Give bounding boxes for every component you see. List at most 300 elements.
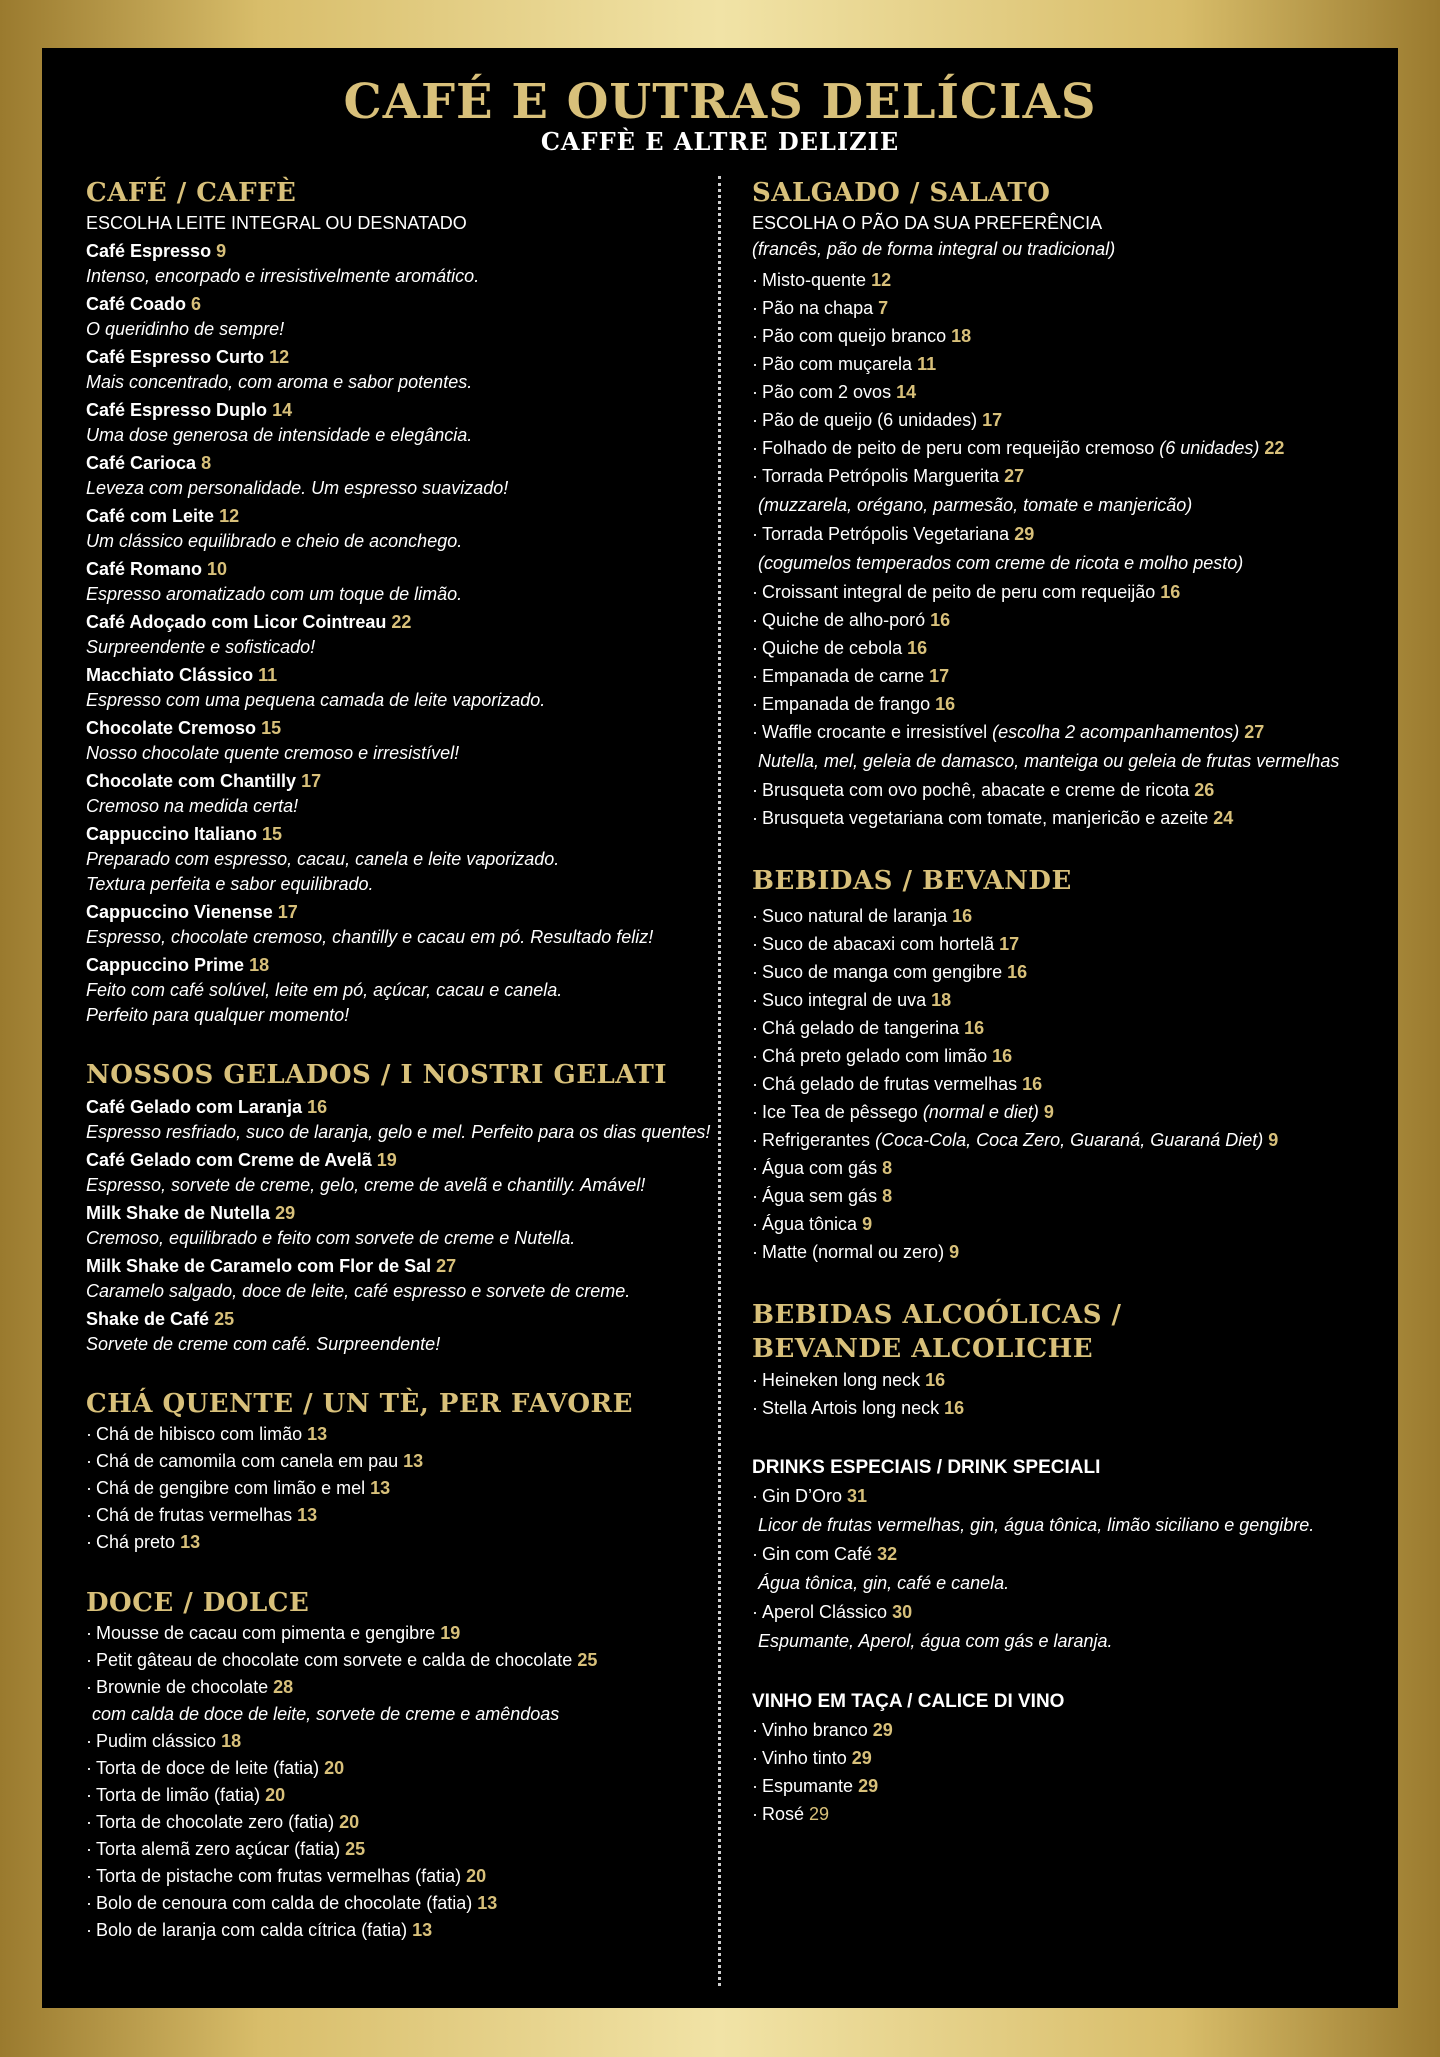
alcool-list bbox=[752, 1366, 1372, 1422]
list-item bbox=[752, 1482, 1372, 1510]
bullet-icon: · bbox=[752, 382, 758, 402]
list-item bbox=[752, 462, 1372, 490]
item-description: Espresso com uma pequena camada de leite vaporizado. bbox=[86, 690, 546, 710]
item-price: 13 bbox=[307, 1424, 328, 1444]
list-item bbox=[752, 718, 1372, 746]
item-price: 27 bbox=[436, 1256, 457, 1276]
item-name: Brownie de chocolate bbox=[96, 1677, 269, 1697]
item-description: Mais concentrado, com aroma e sabor potentes. bbox=[86, 372, 473, 392]
cafe-list bbox=[86, 239, 726, 1028]
item-name: Misto-quente bbox=[762, 270, 867, 290]
item-name: Café Gelado com Creme de Avelã bbox=[86, 1150, 372, 1170]
section-title-alcool-1: BEBIDAS ALCOÓLICAS / bbox=[752, 1300, 1122, 1330]
item-name: Suco natural de laranja bbox=[762, 906, 948, 926]
item-price: 22 bbox=[1264, 438, 1285, 458]
item-description: Intenso, encorpado e irresistivelmente aromático. bbox=[86, 266, 480, 286]
bullet-icon: · bbox=[752, 1214, 758, 1234]
item-name: Suco de abacaxi com hortelã bbox=[762, 934, 995, 954]
page-title: CAFÉ E OUTRAS DELÍCIAS bbox=[343, 74, 1097, 130]
item-price: 9 bbox=[862, 1214, 873, 1234]
item-price: 15 bbox=[261, 718, 282, 738]
menu-panel bbox=[42, 48, 1398, 2008]
item-price: 13 bbox=[180, 1532, 201, 1552]
item-name: Café Romano bbox=[86, 559, 203, 579]
bullet-icon: · bbox=[752, 906, 758, 926]
menu-item bbox=[86, 557, 726, 607]
bullet-icon: · bbox=[752, 1776, 758, 1796]
item-description: Espresso, chocolate cremoso, chantilly e cacau em pó. Resultado feliz! bbox=[86, 927, 654, 947]
item-price: 16 bbox=[1007, 962, 1028, 982]
item-note: (6 unidades) bbox=[1159, 438, 1260, 458]
bullet-icon: · bbox=[86, 1532, 92, 1552]
item-name: Empanada de frango bbox=[762, 694, 931, 714]
item-price: 29 bbox=[851, 1748, 872, 1768]
item-note: (Coca-Cola, Coca Zero, Guaraná, Guaraná Diet) bbox=[875, 1130, 1264, 1150]
item-sub-description: com calda de doce de leite, sorvete de creme e amêndoas bbox=[92, 1704, 560, 1724]
menu-item bbox=[86, 953, 726, 1028]
item-name: Café Espresso Duplo bbox=[86, 400, 268, 420]
bullet-icon: · bbox=[752, 1158, 758, 1178]
item-sub-description: Nutella, mel, geleia de damasco, manteiga ou geleia de frutas vermelhas bbox=[758, 751, 1340, 771]
item-name: Ice Tea de pêssego bbox=[762, 1102, 918, 1122]
section-title-salgado: SALGADO / SALATO bbox=[752, 178, 1051, 208]
item-price: 29 bbox=[809, 1804, 830, 1824]
item-name: Torta de chocolate zero (fatia) bbox=[96, 1812, 335, 1832]
item-name: Matte (normal ou zero) bbox=[762, 1242, 945, 1262]
right-column bbox=[752, 176, 1372, 1828]
bullet-icon: · bbox=[752, 694, 758, 714]
item-name: Mousse de cacau com pimenta e gengibre bbox=[96, 1623, 436, 1643]
item-price: 18 bbox=[931, 990, 952, 1010]
item-price: 14 bbox=[896, 382, 917, 402]
item-name: Macchiato Clássico bbox=[86, 665, 254, 685]
item-sub-description: Água tônica, gin, café e canela. bbox=[758, 1573, 1010, 1593]
item-price: 16 bbox=[1022, 1074, 1043, 1094]
cha-list bbox=[86, 1421, 726, 1556]
section-title-bebidas: BEBIDAS / BEVANDE bbox=[752, 866, 1072, 896]
item-name: Café Coado bbox=[86, 294, 187, 314]
bullet-icon: · bbox=[86, 1812, 92, 1832]
item-name: Água com gás bbox=[762, 1158, 878, 1178]
list-item bbox=[752, 1800, 1372, 1828]
bullet-icon: · bbox=[752, 410, 758, 430]
item-name: Pão com 2 ovos bbox=[762, 382, 892, 402]
item-price: 20 bbox=[324, 1758, 345, 1778]
menu-item bbox=[86, 610, 726, 660]
item-description: O queridinho de sempre! bbox=[86, 319, 285, 339]
item-price: 12 bbox=[269, 347, 290, 367]
item-price: 13 bbox=[297, 1505, 318, 1525]
item-name: Chá de camomila com canela em pau bbox=[96, 1451, 399, 1471]
item-price: 31 bbox=[847, 1486, 868, 1506]
list-item bbox=[752, 1366, 1372, 1394]
list-item bbox=[86, 1755, 726, 1782]
menu-item bbox=[86, 716, 726, 766]
item-name: Chá gelado de frutas vermelhas bbox=[762, 1074, 1018, 1094]
item-price: 16 bbox=[1160, 582, 1181, 602]
bullet-icon: · bbox=[752, 1242, 758, 1262]
item-price: 18 bbox=[951, 326, 972, 346]
bullet-icon: · bbox=[752, 466, 758, 486]
item-description: Sorvete de creme com café. Surpreendente! bbox=[86, 1334, 441, 1354]
menu-item bbox=[86, 504, 726, 554]
item-name: Rosé bbox=[762, 1804, 805, 1824]
bullet-icon: · bbox=[752, 524, 758, 544]
bullet-icon: · bbox=[752, 1748, 758, 1768]
item-description: Um clássico equilibrado e cheio de aconchego. bbox=[86, 531, 463, 551]
item-name: Milk Shake de Nutella bbox=[86, 1203, 271, 1223]
bullet-icon: · bbox=[86, 1731, 92, 1751]
list-item bbox=[752, 986, 1372, 1014]
item-price: 6 bbox=[191, 294, 202, 314]
section-title-drinks: DRINKS ESPECIAIS / DRINK SPECIALI bbox=[752, 1457, 1101, 1478]
item-price: 28 bbox=[273, 1677, 294, 1697]
list-item bbox=[752, 930, 1372, 958]
bullet-icon: · bbox=[752, 1544, 758, 1564]
item-name: Waffle crocante e irresistível bbox=[762, 722, 988, 742]
salgado-list bbox=[752, 266, 1372, 832]
item-name: Vinho tinto bbox=[762, 1748, 847, 1768]
item-name: Torrada Petrópolis Vegetariana bbox=[762, 524, 1010, 544]
list-item bbox=[86, 1475, 726, 1502]
bullet-icon: · bbox=[86, 1866, 92, 1886]
item-name: Aperol Clássico bbox=[762, 1602, 888, 1622]
item-price: 9 bbox=[1268, 1130, 1279, 1150]
item-price: 13 bbox=[403, 1451, 424, 1471]
item-name: Cappuccino Vienense bbox=[86, 902, 273, 922]
item-price: 26 bbox=[1194, 780, 1215, 800]
item-price: 25 bbox=[214, 1309, 235, 1329]
item-price: 7 bbox=[878, 298, 889, 318]
item-description: Feito com café solúvel, leite em pó, açúcar, cacau e canela. bbox=[86, 980, 563, 1000]
item-name: Pão de queijo (6 unidades) bbox=[762, 410, 978, 430]
item-sub-description: (cogumelos temperados com creme de ricota e molho pesto) bbox=[758, 553, 1244, 573]
list-item bbox=[752, 776, 1372, 804]
bullet-icon: · bbox=[86, 1758, 92, 1778]
item-price: 12 bbox=[219, 506, 240, 526]
item-price: 16 bbox=[944, 1398, 965, 1418]
bullet-icon: · bbox=[752, 1804, 758, 1824]
item-name: Café Adoçado com Licor Cointreau bbox=[86, 612, 387, 632]
bullet-icon: · bbox=[86, 1650, 92, 1670]
section-title-vinho: VINHO EM TAÇA / CALICE DI VINO bbox=[752, 1691, 1065, 1712]
menu-item bbox=[86, 1148, 726, 1198]
list-item bbox=[752, 804, 1372, 832]
item-sub-description: Espumante, Aperol, água com gás e laranja. bbox=[758, 1631, 1113, 1651]
item-description: Espresso, sorvete de creme, gelo, creme de avelã e chantilly. Amável! bbox=[86, 1175, 646, 1195]
item-name: Chocolate Cremoso bbox=[86, 718, 257, 738]
item-price: 12 bbox=[871, 270, 892, 290]
item-price: 11 bbox=[258, 665, 278, 685]
item-name: Pão com queijo branco bbox=[762, 326, 947, 346]
item-name: Brusqueta vegetariana com tomate, manjericão e azeite bbox=[762, 808, 1209, 828]
bullet-icon: · bbox=[752, 1486, 758, 1506]
item-name: Chá de hibisco com limão bbox=[96, 1424, 303, 1444]
item-price: 13 bbox=[477, 1893, 498, 1913]
menu-item bbox=[86, 345, 726, 395]
list-item bbox=[752, 578, 1372, 606]
bullet-icon: · bbox=[86, 1785, 92, 1805]
item-price: 13 bbox=[370, 1478, 391, 1498]
item-note: (escolha 2 acompanhamentos) bbox=[992, 722, 1240, 742]
list-item bbox=[752, 1042, 1372, 1070]
list-item bbox=[752, 1598, 1372, 1626]
bullet-icon: · bbox=[752, 1602, 758, 1622]
list-item bbox=[752, 1744, 1372, 1772]
bullet-icon: · bbox=[752, 934, 758, 954]
section-title-cafe: CAFÉ / CAFFÈ bbox=[86, 178, 297, 208]
item-description: Perfeito para qualquer momento! bbox=[86, 1005, 350, 1025]
item-name: Suco integral de uva bbox=[762, 990, 927, 1010]
bullet-icon: · bbox=[752, 638, 758, 658]
list-item bbox=[752, 1394, 1372, 1422]
list-item bbox=[752, 322, 1372, 350]
item-price: 8 bbox=[201, 453, 212, 473]
item-name: Pão com muçarela bbox=[762, 354, 913, 374]
bullet-icon: · bbox=[752, 298, 758, 318]
salgado-note: ESCOLHA O PÃO DA SUA PREFERÊNCIA bbox=[752, 213, 1103, 233]
item-description: Textura perfeita e sabor equilibrado. bbox=[86, 874, 374, 894]
list-item bbox=[752, 1210, 1372, 1238]
item-name: Shake de Café bbox=[86, 1309, 210, 1329]
item-price: 25 bbox=[345, 1839, 366, 1859]
list-item bbox=[86, 1809, 726, 1836]
list-item bbox=[752, 1098, 1372, 1126]
list-item bbox=[752, 1238, 1372, 1266]
item-name: Bolo de cenoura com calda de chocolate (fatia) bbox=[96, 1893, 473, 1913]
item-price: 18 bbox=[221, 1731, 242, 1751]
item-price: 29 bbox=[858, 1776, 879, 1796]
bullet-icon: · bbox=[86, 1505, 92, 1525]
item-name: Café Carioca bbox=[86, 453, 197, 473]
item-price: 20 bbox=[339, 1812, 360, 1832]
item-price: 16 bbox=[907, 638, 928, 658]
item-price: 20 bbox=[265, 1785, 286, 1805]
list-item bbox=[752, 1182, 1372, 1210]
item-description: Nosso chocolate quente cremoso e irresistível! bbox=[86, 743, 460, 763]
item-price: 16 bbox=[925, 1370, 946, 1390]
bullet-icon: · bbox=[86, 1839, 92, 1859]
section-title-gelados: NOSSOS GELADOS / I NOSTRI GELATI bbox=[86, 1060, 668, 1090]
item-name: Chocolate com Chantilly bbox=[86, 771, 297, 791]
bullet-icon: · bbox=[86, 1451, 92, 1471]
list-item bbox=[752, 1772, 1372, 1800]
item-price: 16 bbox=[992, 1046, 1013, 1066]
item-name: Torrada Petrópolis Marguerita bbox=[762, 466, 1000, 486]
item-price: 27 bbox=[1004, 466, 1025, 486]
item-name: Café Gelado com Laranja bbox=[86, 1097, 303, 1117]
item-name: Café Espresso Curto bbox=[86, 347, 265, 367]
list-item bbox=[86, 1782, 726, 1809]
list-item bbox=[86, 1647, 726, 1674]
bullet-icon: · bbox=[752, 610, 758, 630]
list-item bbox=[86, 1836, 726, 1863]
item-name: Café Espresso bbox=[86, 241, 212, 261]
bullet-icon: · bbox=[752, 270, 758, 290]
item-name: Stella Artois long neck bbox=[762, 1398, 940, 1418]
item-description: Espresso aromatizado com um toque de limão. bbox=[86, 584, 463, 604]
item-name: Café com Leite bbox=[86, 506, 215, 526]
bullet-icon: · bbox=[752, 780, 758, 800]
bullet-icon: · bbox=[752, 1186, 758, 1206]
list-item bbox=[752, 266, 1372, 294]
item-price: 22 bbox=[391, 612, 412, 632]
item-name: Brusqueta com ovo pochê, abacate e creme de ricota bbox=[762, 780, 1190, 800]
bullet-icon: · bbox=[752, 808, 758, 828]
bullet-icon: · bbox=[752, 1398, 758, 1418]
item-name: Quiche de cebola bbox=[762, 638, 903, 658]
item-price: 24 bbox=[1213, 808, 1234, 828]
item-price: 9 bbox=[949, 1242, 960, 1262]
menu-item bbox=[86, 822, 726, 897]
left-column bbox=[86, 176, 726, 1944]
bullet-icon: · bbox=[752, 582, 758, 602]
list-item bbox=[86, 1890, 726, 1917]
list-item bbox=[752, 958, 1372, 986]
bullet-icon: · bbox=[86, 1677, 92, 1697]
item-name: Espumante bbox=[762, 1776, 854, 1796]
drinks-list bbox=[752, 1482, 1372, 1656]
item-price: 15 bbox=[262, 824, 283, 844]
menu-item bbox=[86, 1201, 726, 1251]
item-name: Milk Shake de Caramelo com Flor de Sal bbox=[86, 1256, 432, 1276]
item-sub-description: (muzzarela, orégano, parmesão, tomate e manjericão) bbox=[758, 495, 1193, 515]
bullet-icon: · bbox=[752, 1720, 758, 1740]
item-price: 16 bbox=[307, 1097, 328, 1117]
list-item bbox=[86, 1529, 726, 1556]
list-item bbox=[752, 378, 1372, 406]
item-price: 16 bbox=[930, 610, 951, 630]
list-item bbox=[86, 1502, 726, 1529]
item-price: 10 bbox=[207, 559, 228, 579]
item-name: Água tônica bbox=[762, 1214, 858, 1234]
bullet-icon: · bbox=[86, 1478, 92, 1498]
list-item bbox=[86, 1448, 726, 1475]
menu-item bbox=[86, 1095, 726, 1145]
bullet-icon: · bbox=[752, 1074, 758, 1094]
section-title-cha: CHÁ QUENTE / UN TÈ, PER FAVORE bbox=[86, 1389, 633, 1419]
list-item bbox=[86, 1917, 726, 1944]
list-item bbox=[752, 1154, 1372, 1182]
item-price: 17 bbox=[301, 771, 322, 791]
menu-item bbox=[86, 769, 726, 819]
list-item bbox=[86, 1421, 726, 1448]
item-name: Cappuccino Italiano bbox=[86, 824, 258, 844]
bullet-icon: · bbox=[752, 666, 758, 686]
item-name: Bolo de laranja com calda cítrica (fatia) bbox=[96, 1920, 408, 1940]
item-description: Leveza com personalidade. Um espresso suavizado! bbox=[86, 478, 509, 498]
list-item bbox=[752, 1716, 1372, 1744]
list-item bbox=[86, 1620, 726, 1647]
bullet-icon: · bbox=[752, 990, 758, 1010]
item-price: 32 bbox=[877, 1544, 898, 1564]
item-name: Suco de manga com gengibre bbox=[762, 962, 1003, 982]
item-price: 16 bbox=[952, 906, 973, 926]
menu-item bbox=[86, 663, 726, 713]
item-price: 30 bbox=[892, 1602, 913, 1622]
item-description: Preparado com espresso, cacau, canela e leite vaporizado. bbox=[86, 849, 560, 869]
item-name: Chá gelado de tangerina bbox=[762, 1018, 960, 1038]
list-item bbox=[752, 1070, 1372, 1098]
item-description: Uma dose generosa de intensidade e elegância. bbox=[86, 425, 473, 445]
item-name: Gin com Café bbox=[762, 1544, 873, 1564]
item-name: Pão na chapa bbox=[762, 298, 874, 318]
item-price: 8 bbox=[882, 1186, 893, 1206]
item-price: 14 bbox=[272, 400, 293, 420]
item-name: Torta alemã zero açúcar (fatia) bbox=[96, 1839, 341, 1859]
item-price: 8 bbox=[882, 1158, 893, 1178]
item-name: Croissant integral de peito de peru com requeijão bbox=[762, 582, 1156, 602]
list-item bbox=[752, 902, 1372, 930]
list-item bbox=[752, 350, 1372, 378]
item-price: 27 bbox=[1244, 722, 1265, 742]
item-note: (normal e diet) bbox=[922, 1102, 1039, 1122]
list-item bbox=[86, 1674, 726, 1701]
item-name: Folhado de peito de peru com requeijão cremoso bbox=[762, 438, 1155, 458]
item-name: Chá de gengibre com limão e mel bbox=[96, 1478, 366, 1498]
bullet-icon: · bbox=[86, 1623, 92, 1643]
item-name: Heineken long neck bbox=[762, 1370, 921, 1390]
menu-item bbox=[86, 398, 726, 448]
item-price: 25 bbox=[577, 1650, 598, 1670]
item-name: Refrigerantes bbox=[762, 1130, 871, 1150]
item-price: 17 bbox=[929, 666, 950, 686]
bullet-icon: · bbox=[752, 326, 758, 346]
page-subtitle: CAFFÈ E ALTRE DELIZIE bbox=[540, 127, 900, 156]
item-price: 17 bbox=[982, 410, 1003, 430]
item-price: 11 bbox=[917, 354, 937, 374]
bullet-icon: · bbox=[752, 354, 758, 374]
item-price: 16 bbox=[964, 1018, 985, 1038]
gelados-list bbox=[86, 1095, 726, 1357]
item-name: Torta de pistache com frutas vermelhas (fatia) bbox=[96, 1866, 462, 1886]
item-name: Chá preto bbox=[96, 1532, 176, 1552]
bullet-icon: · bbox=[752, 1046, 758, 1066]
item-price: 9 bbox=[1043, 1102, 1054, 1122]
item-price: 9 bbox=[216, 241, 227, 261]
item-price: 19 bbox=[376, 1150, 397, 1170]
item-description: Espresso resfriado, suco de laranja, gelo e mel. Perfeito para os dias quentes! bbox=[86, 1122, 711, 1142]
item-price: 29 bbox=[872, 1720, 893, 1740]
bullet-icon: · bbox=[86, 1920, 92, 1940]
cafe-note: ESCOLHA LEITE INTEGRAL OU DESNATADO bbox=[86, 213, 467, 233]
list-item bbox=[752, 690, 1372, 718]
bullet-icon: · bbox=[752, 438, 758, 458]
item-name: Água sem gás bbox=[762, 1186, 878, 1206]
doce-list bbox=[86, 1620, 726, 1944]
menu-item bbox=[86, 239, 726, 289]
salgado-note-bread: (francês, pão de forma integral ou tradicional) bbox=[752, 239, 1116, 259]
item-name: Gin D’Oro bbox=[762, 1486, 843, 1506]
item-price: 17 bbox=[277, 902, 298, 922]
list-item bbox=[752, 434, 1372, 462]
menu-item bbox=[86, 1254, 726, 1304]
list-item bbox=[752, 406, 1372, 434]
bullet-icon: · bbox=[752, 1130, 758, 1150]
list-item bbox=[752, 294, 1372, 322]
item-name: Vinho branco bbox=[762, 1720, 868, 1740]
menu-item bbox=[86, 900, 726, 950]
item-name: Chá de frutas vermelhas bbox=[96, 1505, 293, 1525]
item-description: Surpreendente e sofisticado! bbox=[86, 637, 316, 657]
item-price: 18 bbox=[249, 955, 270, 975]
item-name: Quiche de alho-poró bbox=[762, 610, 926, 630]
list-item bbox=[752, 1126, 1372, 1154]
item-name: Cappuccino Prime bbox=[86, 955, 245, 975]
item-price: 16 bbox=[935, 694, 956, 714]
section-title-alcool-2: BEVANDE ALCOLICHE bbox=[752, 1334, 1094, 1364]
bullet-icon: · bbox=[752, 1018, 758, 1038]
